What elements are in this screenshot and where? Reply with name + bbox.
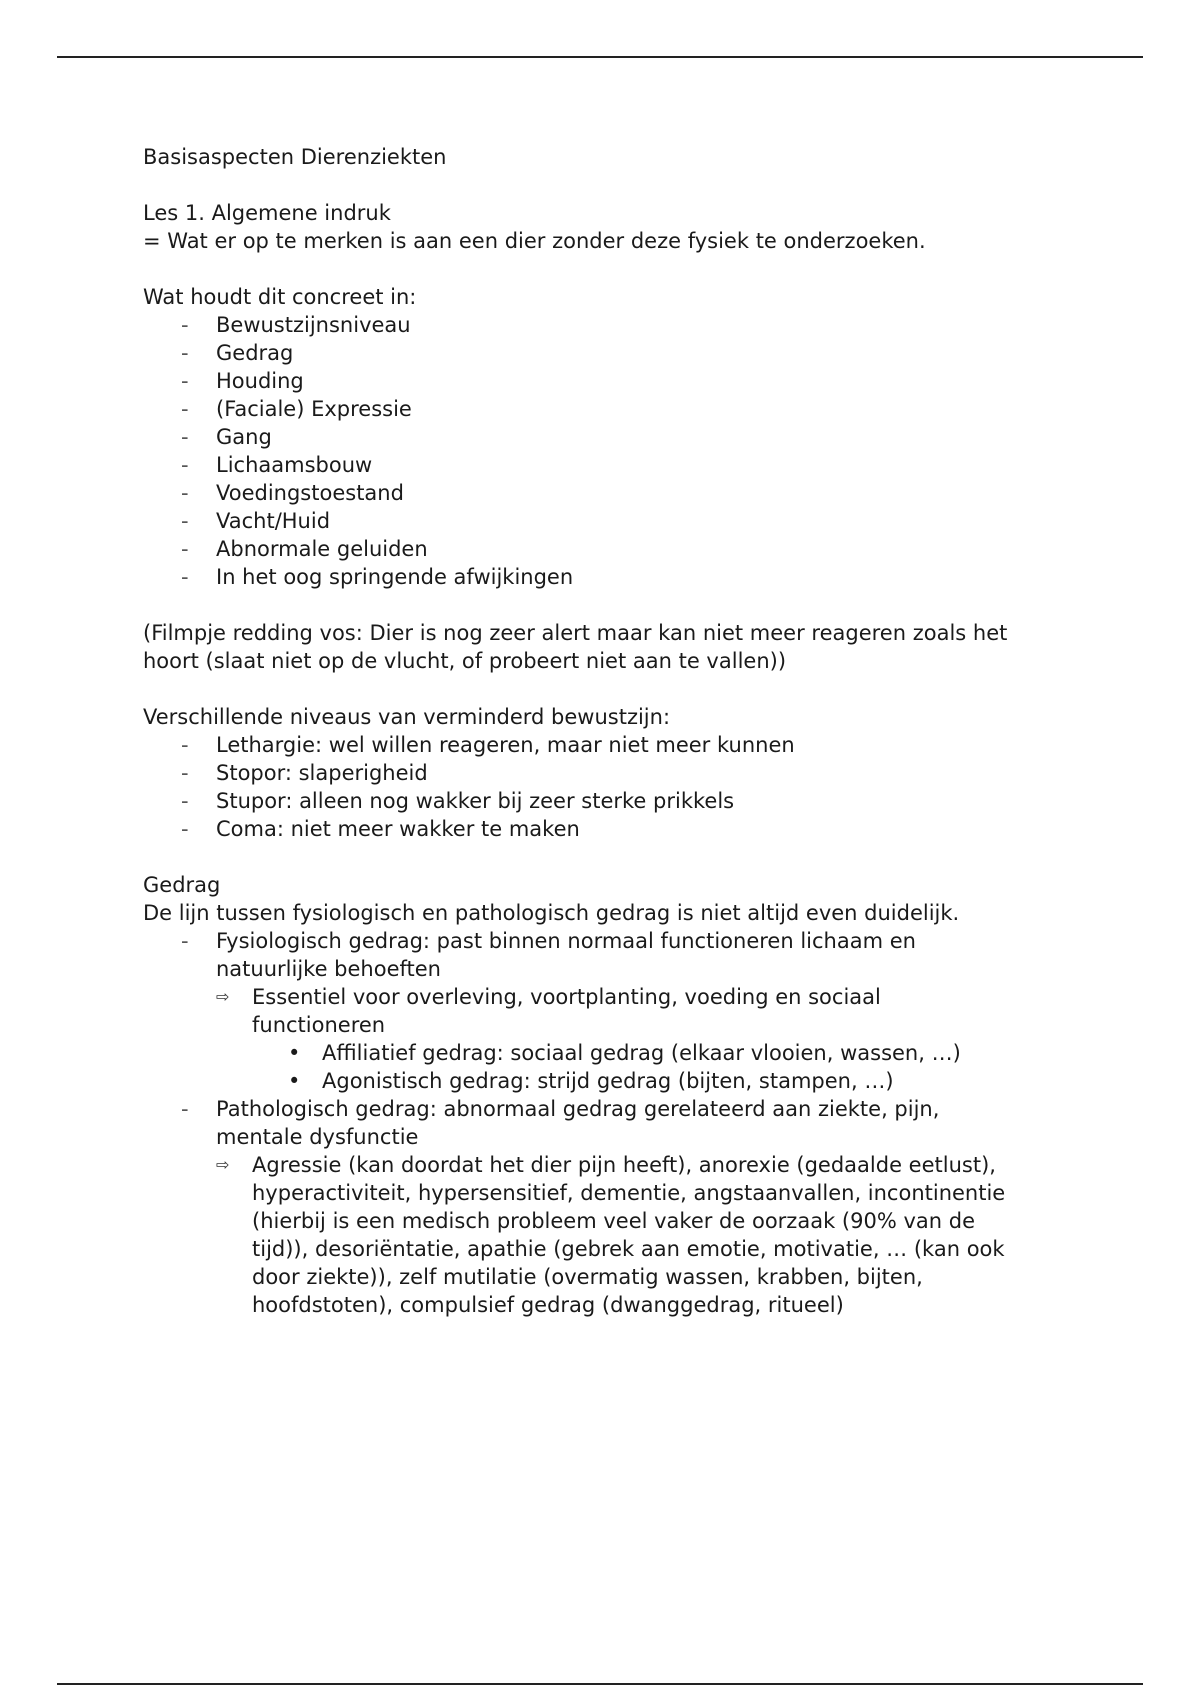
levels-list (143, 731, 1143, 843)
physiological-item: - Fysiologisch gedrag: past binnen normaal functioneren lichaam en natuurlijke behoeften ⇨ Essentiel voor overleving, voortplanting, voeding en sociaal functioneren • Affiliatief gedrag: sociaal gedrag (elkaar vlooien, wassen, …) • Agonistisch gedrag: strijd gedrag (bijten, stampen, …) (143, 927, 1143, 1095)
dash-marker: - (181, 509, 189, 533)
list-item: - Gang (181, 425, 272, 449)
list-item: - (Faciale) Expressie (181, 397, 412, 421)
spacer (143, 843, 1143, 871)
levels-heading: Verschillende niveaus van verminderd bewustzijn: (143, 705, 671, 729)
list-item: - Gedrag (181, 341, 294, 365)
behavior-heading: Gedrag (143, 873, 221, 897)
dash-marker: - (181, 453, 189, 477)
behavior-intro: De lijn tussen fysiologisch en pathologisch gedrag is niet altijd even duidelijk. (143, 901, 960, 925)
list-item: - Bewustzijnsniveau (181, 313, 411, 337)
arrow-item: ⇨ Essentiel voor overleving, voortplanting, voeding en sociaal functioneren • Affiliatief gedrag: sociaal gedrag (elkaar vlooien, wassen, …) • Agonistisch gedrag: strijd gedrag (bijten, stampen, …) (216, 983, 1143, 1095)
spacer (143, 255, 1143, 283)
concrete-list (143, 311, 1143, 591)
spacer (143, 591, 1143, 619)
list-item: - Stupor: alleen nog wakker bij zeer sterke prikkels (181, 789, 735, 813)
behavior-list (143, 927, 1143, 1319)
list-item: - Coma: niet meer wakker te maken (181, 817, 580, 841)
arrow-item: ⇨ Agressie (kan doordat het dier pijn heeft), anorexie (gedaalde eetlust), hyperactiviteit, hypersensitief, dementie, angstaanvallen, incontinentie (hierbij is een medisch probleem veel vaker de oorzaak (90% van de tijd)), desoriëntatie, apathie (gebrek aan emotie, motivatie, … (kan ook door ziekte)), zelf mutilatie (overmatig wassen, krabben, bijten, hoofdstoten), compulsief gedrag (dwanggedrag, ritueel) (216, 1153, 1006, 1317)
dash-marker: - (181, 789, 189, 813)
document-title: Basisaspecten Dierenziekten (143, 145, 447, 169)
arrow-right-icon: ⇨ (216, 987, 230, 1006)
list-item: - Abnormale geluiden (181, 537, 428, 561)
header-rule (57, 56, 1143, 58)
dash-marker: - (181, 565, 189, 589)
dash-marker: - (181, 397, 189, 421)
bullet-icon: • (288, 1041, 301, 1065)
bullet-icon: • (288, 1069, 301, 1093)
dash-marker: - (181, 369, 189, 393)
list-item: - Lichaamsbouw (181, 453, 373, 477)
spacer (143, 171, 1143, 199)
dash-marker: - (181, 817, 189, 841)
dash-marker: - (181, 929, 189, 953)
list-item: - Vacht/Huid (181, 509, 331, 533)
spacer (143, 675, 1143, 703)
dash-marker: - (181, 537, 189, 561)
concrete-heading: Wat houdt dit concreet in: (143, 285, 417, 309)
video-note-line: (Filmpje redding vos: Dier is nog zeer alert maar kan niet meer reageren zoals het (143, 621, 1008, 645)
dash-marker: - (181, 425, 189, 449)
document-body (143, 143, 1143, 1319)
definition-text: = Wat er op te merken is aan een dier zonder deze fysiek te onderzoeken. (143, 229, 926, 253)
list-item: - Stopor: slaperigheid (181, 761, 428, 785)
dash-marker: - (181, 1097, 189, 1121)
video-note-line: hoort (slaat niet op de vlucht, of probeert niet aan te vallen)) (143, 649, 787, 673)
pathological-item: - Pathologisch gedrag: abnormaal gedrag gerelateerd aan ziekte, pijn, mentale dysfunctie ⇨ Agressie (kan doordat het dier pijn heeft), anorexie (gedaalde eetlust), hyperactiviteit, hypersensitief, dementie, angstaanvallen, incontinentie (hierbij is een medisch probleem veel vaker de oorzaak (90% van de tijd)), desoriëntatie, apathie (gebrek aan emotie, motivatie, … (kan ook door ziekte)), zelf mutilatie (overmatig wassen, krabben, bijten, hoofdstoten), compulsief gedrag (dwanggedrag, ritueel) (143, 1095, 1143, 1319)
dash-marker: - (181, 341, 189, 365)
list-item: - Voedingstoestand (181, 481, 404, 505)
arrow-right-icon: ⇨ (216, 1155, 230, 1174)
pathological-sublist (216, 1151, 1143, 1319)
dash-marker: - (181, 761, 189, 785)
dash-marker: - (181, 481, 189, 505)
dash-marker: - (181, 313, 189, 337)
list-item: - Lethargie: wel willen reageren, maar niet meer kunnen (181, 733, 795, 757)
list-item: - Houding (181, 369, 304, 393)
physiological-sublist (216, 983, 1143, 1095)
physiological-bullets (252, 1039, 1143, 1095)
bullet-item: • Agonistisch gedrag: strijd gedrag (bijten, stampen, …) (288, 1069, 894, 1093)
footer-rule (57, 1683, 1143, 1685)
lesson-heading: Les 1. Algemene indruk (143, 201, 391, 225)
list-item: - In het oog springende afwijkingen (181, 565, 574, 589)
bullet-item: • Affiliatief gedrag: sociaal gedrag (elkaar vlooien, wassen, …) (288, 1041, 961, 1065)
dash-marker: - (181, 733, 189, 757)
